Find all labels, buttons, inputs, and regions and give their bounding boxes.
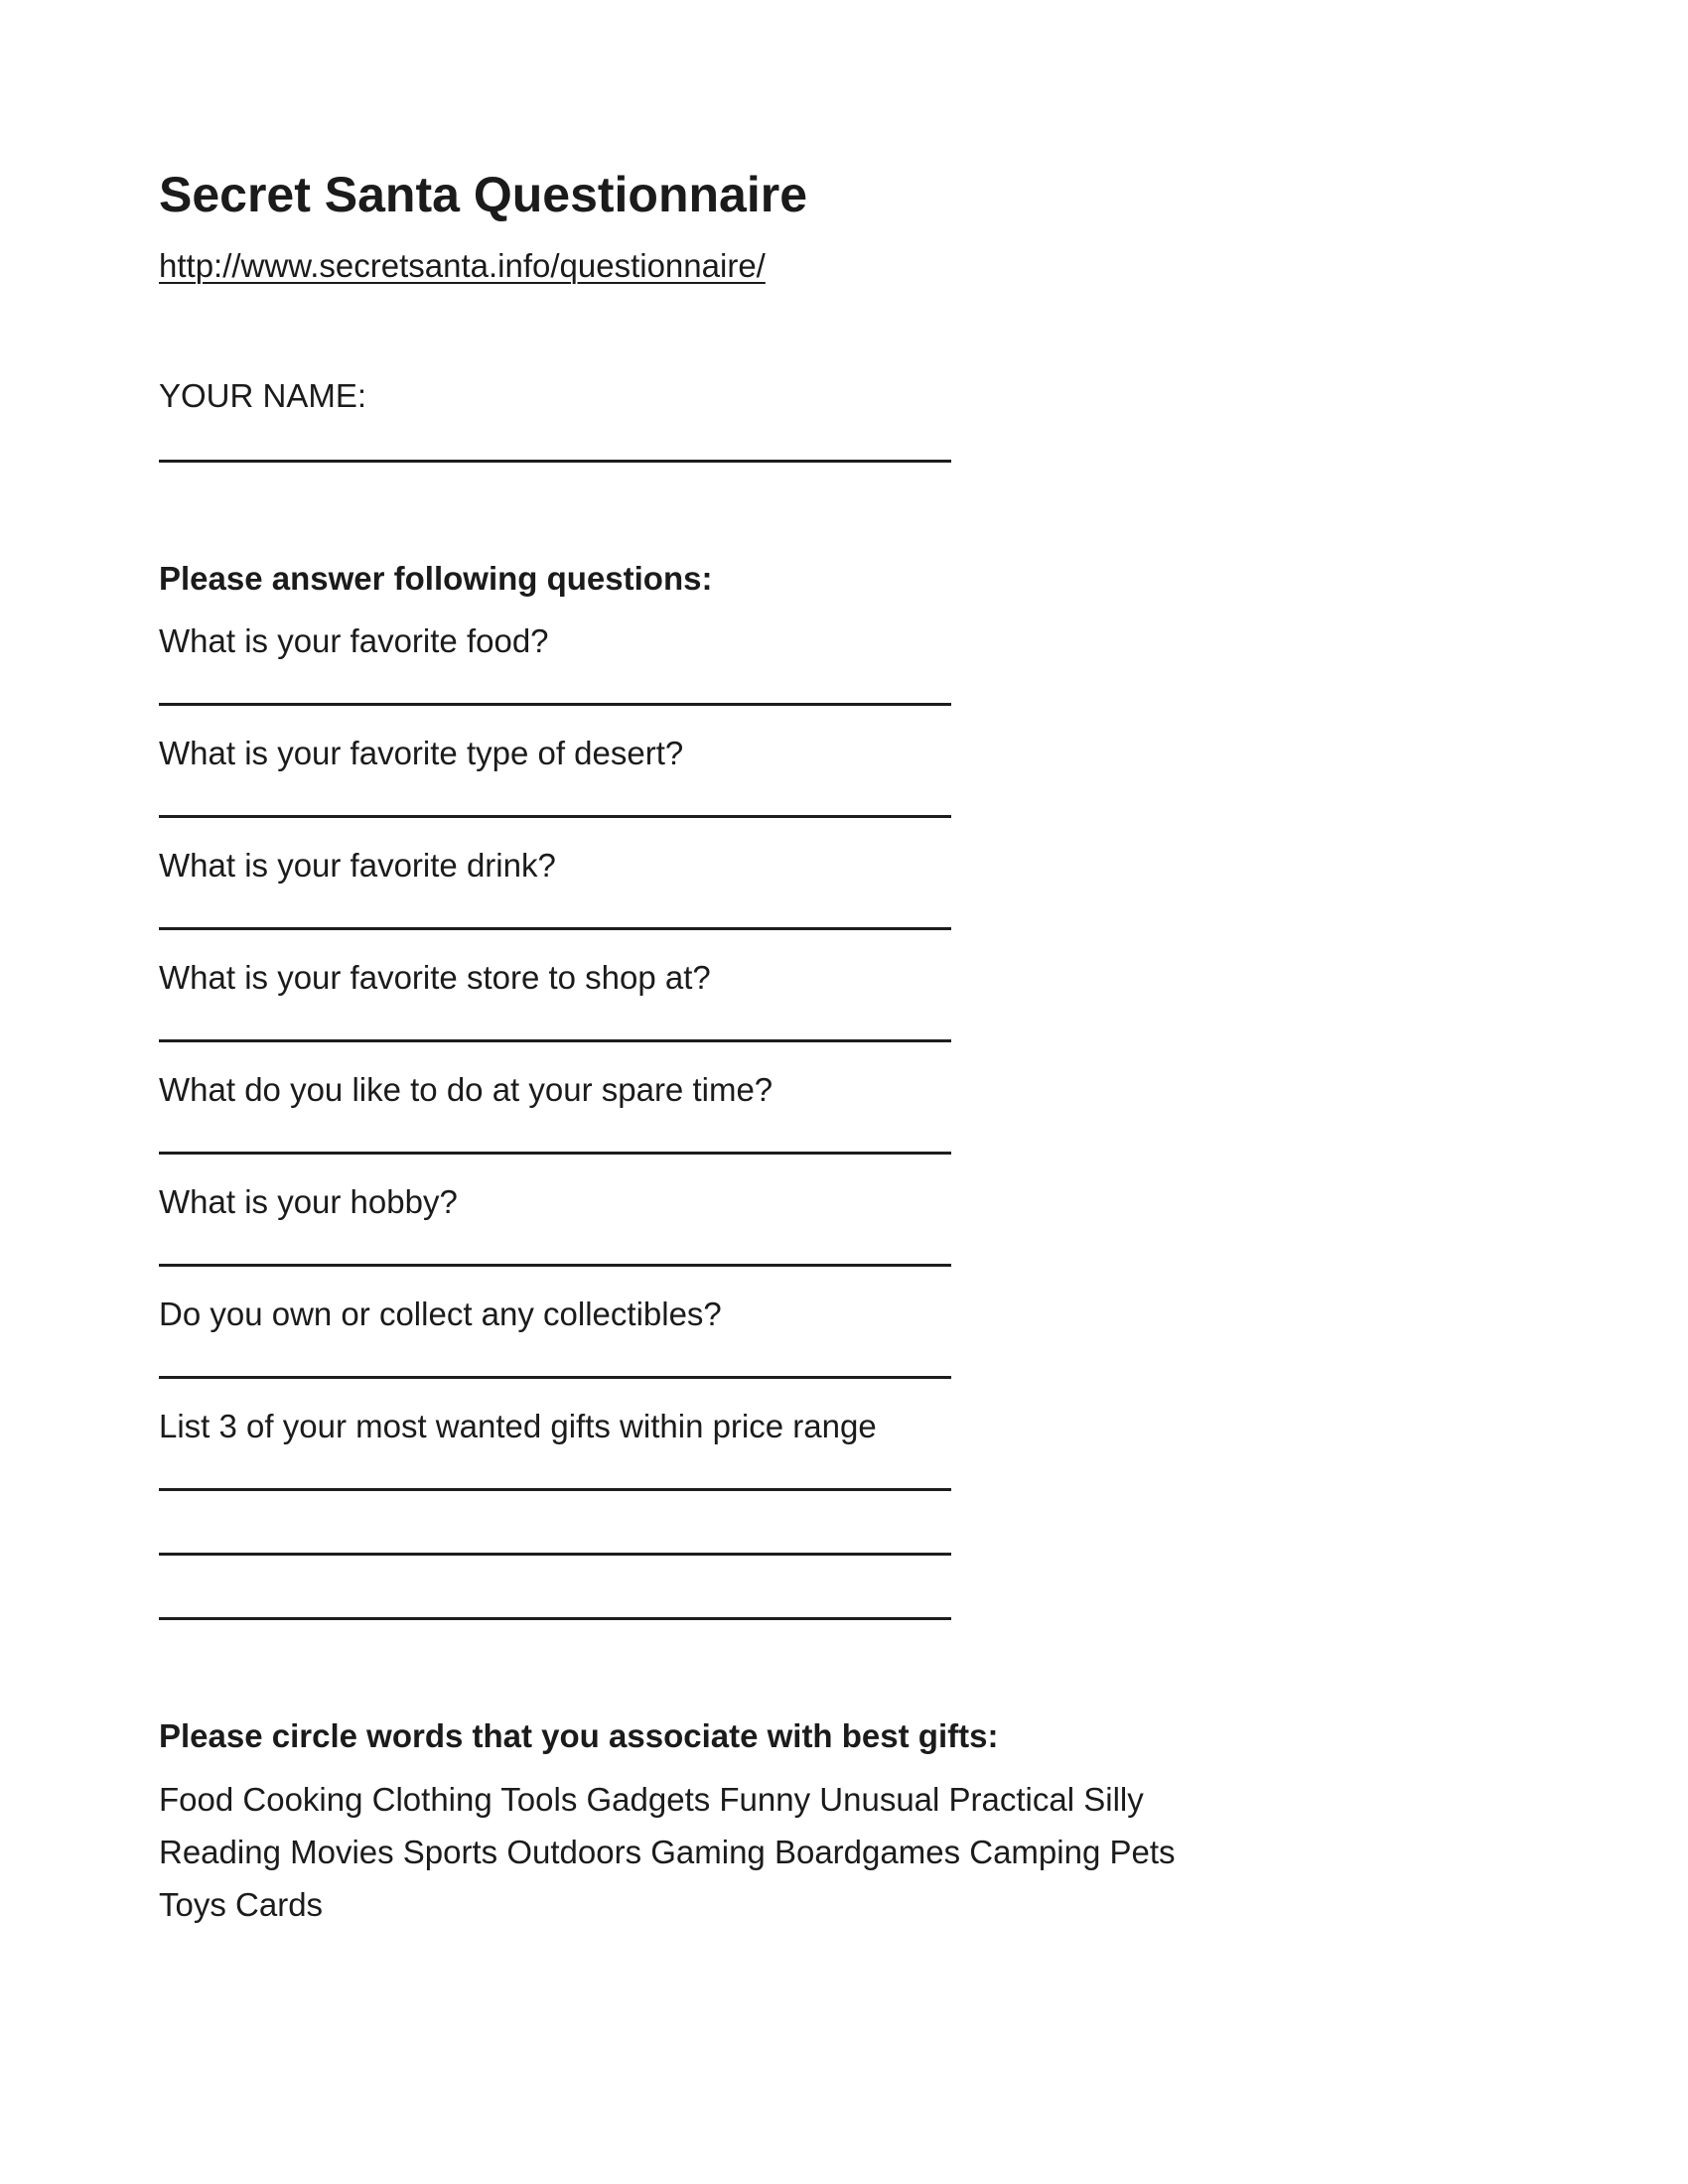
- gift-words-line: Reading Movies Sports Outdoors Gaming Boardgames Camping Pets: [159, 1834, 1176, 1870]
- question-text: List 3 of your most wanted gifts within price range: [159, 1408, 877, 1444]
- question-block-favorite-store: [159, 959, 1609, 1042]
- url-line: [159, 247, 1609, 285]
- question-block-favorite-drink: [159, 847, 1609, 930]
- gift-words-heading: Please circle words that you associate with best gifts:: [159, 1717, 999, 1754]
- answer-line: [159, 1553, 951, 1556]
- question-block-favorite-food: [159, 622, 1609, 706]
- question-text: What is your favorite store to shop at?: [159, 959, 711, 996]
- gift-words-list: [159, 1773, 1609, 1931]
- question-text: Do you own or collect any collectibles?: [159, 1296, 722, 1332]
- question-text: What is your favorite drink?: [159, 847, 556, 884]
- question-block-favorite-desert: [159, 735, 1609, 818]
- question-text: What is your favorite food?: [159, 622, 549, 659]
- questionnaire-url-link[interactable]: http://www.secretsanta.info/questionnaire/: [159, 247, 766, 284]
- answer-line: [159, 1488, 951, 1491]
- gift-words-line: Food Cooking Clothing Tools Gadgets Funny Unusual Practical Silly: [159, 1781, 1144, 1818]
- question-block-hobby: [159, 1183, 1609, 1267]
- answer-line: [159, 927, 951, 930]
- question-text: What is your hobby?: [159, 1183, 458, 1220]
- question-text: What do you like to do at your spare time?: [159, 1071, 774, 1108]
- answer-line: [159, 1039, 951, 1042]
- question-block-wanted-gifts: [159, 1408, 1609, 1620]
- answer-line: [159, 1264, 951, 1267]
- answer-line: [159, 1152, 951, 1155]
- name-answer-line: [159, 460, 951, 463]
- questions-heading: Please answer following questions:: [159, 560, 713, 597]
- page-title: Secret Santa Questionnaire: [159, 167, 808, 222]
- gift-words-line: Toys Cards: [159, 1886, 324, 1923]
- answer-line: [159, 1376, 951, 1379]
- question-block-collectibles: [159, 1296, 1609, 1379]
- question-block-spare-time: [159, 1071, 1609, 1155]
- answer-line: [159, 703, 951, 706]
- answer-line: [159, 815, 951, 818]
- answer-line: [159, 1617, 951, 1620]
- questions-list: [159, 622, 1609, 1620]
- name-label: YOUR NAME:: [159, 377, 367, 414]
- question-text: What is your favorite type of desert?: [159, 735, 684, 771]
